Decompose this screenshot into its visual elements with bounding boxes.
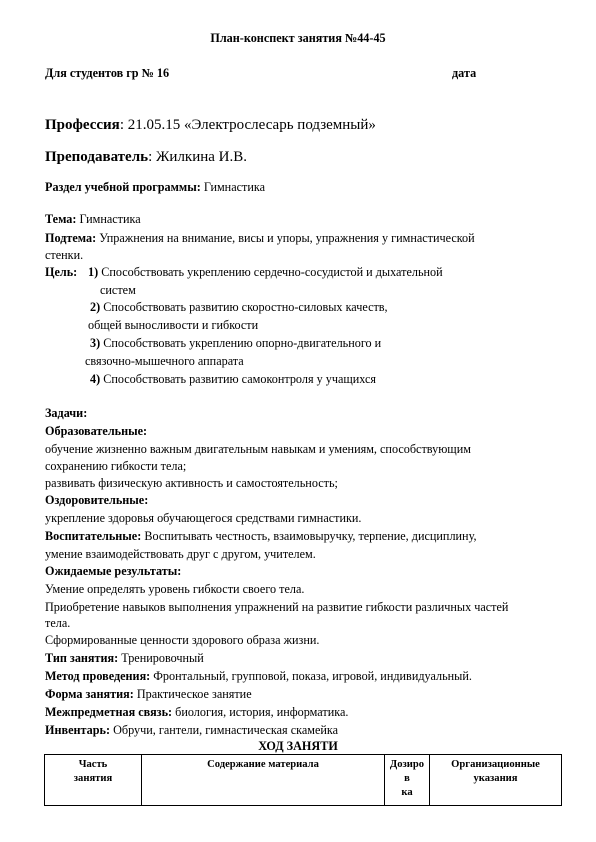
method-label: Метод проведения: [45, 669, 151, 683]
upbringing-line [45, 529, 477, 544]
results-line-1: Умение определять уровень гибкости своего тела. [45, 582, 305, 596]
subtopic-value: Упражнения на внимание, висы и упоры, упражнения у гимнастической [96, 231, 475, 245]
lesson-type-line [45, 651, 204, 666]
interdisciplinary-line [45, 705, 348, 720]
goal-item-1-continuation: систем [100, 283, 136, 297]
teacher-value: : Жилкина И.В. [148, 149, 248, 165]
results-line-2: Приобретение навыков выполнения упражнений на развитие гибкости различных частей [45, 600, 509, 614]
page-title: План-конспект занятия №44-45 [210, 31, 386, 45]
topic-value: Гимнастика [76, 212, 141, 226]
topic-label: Тема: [45, 212, 77, 226]
header-part-line: занятия [73, 773, 113, 784]
goal-item-number: 1) [88, 265, 99, 279]
header-content-label: Содержание материала [207, 759, 319, 770]
date-label: дата [452, 66, 477, 80]
goal-item-number: 4) [90, 372, 101, 386]
lesson-plan-table [44, 754, 562, 806]
health-heading: Оздоровительные: [45, 493, 149, 507]
equipment-line [45, 723, 338, 738]
header-part-line: Часть [78, 759, 108, 770]
goal-item-text: Способствовать развитию самоконтроля у учащихся [100, 372, 377, 386]
teacher-line [45, 148, 247, 166]
results-line-4: Сформированные ценности здорового образа жизни. [45, 633, 320, 647]
health-line: укрепление здоровья обучающегося средствами гимнастики. [45, 511, 362, 525]
header-content [142, 755, 385, 806]
educational-line-3: развивать физическую активность и самостоятельность; [45, 476, 338, 490]
results-heading: Ожидаемые результаты: [45, 564, 182, 578]
topic-line [45, 212, 141, 227]
lesson-type-label: Тип занятия: [45, 651, 119, 665]
header-dosage-line: в [404, 773, 410, 784]
equipment-label: Инвентарь: [45, 723, 111, 737]
upbringing-value: Воспитывать честность, взаимовыручку, терпение, дисциплину, [141, 529, 477, 543]
results-line-3: тела. [45, 616, 71, 630]
header-instructions-line: указания [473, 773, 518, 784]
goal-label: Цель: [45, 265, 78, 279]
interdisciplinary-label: Межпредметная связь: [45, 705, 173, 719]
course-heading: ХОД ЗАНЯТИ [258, 739, 338, 753]
goal-item-1 [88, 265, 443, 280]
header-dosage-line: Дозиро [389, 759, 425, 770]
header-dosage [385, 755, 430, 806]
header-part [45, 755, 142, 806]
teacher-label: Преподаватель [45, 149, 149, 165]
profession-value: : 21.05.15 «Электрослесарь подземный» [119, 117, 376, 133]
students-group-label: Для студентов гр № 16 [45, 66, 170, 80]
subtopic-continuation: стенки. [45, 248, 84, 262]
tasks-heading: Задачи: [45, 406, 88, 420]
form-label: Форма занятия: [45, 687, 134, 701]
goal-item-3-continuation: связочно-мышечного аппарата [85, 354, 244, 368]
interdisciplinary-value: биология, история, информатика. [172, 705, 349, 719]
table-header-row [45, 755, 562, 806]
header-instructions-line: Организационные [451, 759, 540, 770]
form-value: Практическое занятие [133, 687, 252, 701]
section-label: Раздел учебной программы: [45, 180, 201, 194]
header-dosage-line: ка [401, 787, 413, 798]
goal-item-number: 3) [90, 336, 101, 350]
equipment-value: Обручи, гантели, гимнастическая скамейка [110, 723, 339, 737]
goal-item-text: Способствовать развитию скоростно-силовых качеств, [100, 300, 388, 314]
goal-item-text: Способствовать укреплению сердечно-сосудистой и дыхательной [98, 265, 443, 279]
goal-item-3 [90, 336, 381, 351]
section-value: Гимнастика [200, 180, 266, 194]
educational-line-1: обучение жизненно важным двигательным навыкам и умениям, способствующим [45, 442, 471, 456]
educational-line-2: сохранению гибкости тела; [45, 459, 187, 473]
header-instructions [430, 755, 562, 806]
profession-label: Профессия [45, 117, 120, 133]
section-line [45, 180, 265, 195]
goal-item-4 [90, 372, 376, 387]
form-line [45, 687, 252, 702]
subtopic-line [45, 231, 475, 246]
upbringing-heading: Воспитательные: [45, 529, 142, 543]
goal-item-number: 2) [90, 300, 101, 314]
profession-line [45, 116, 376, 134]
educational-heading: Образовательные: [45, 424, 148, 438]
goal-item-2 [90, 300, 388, 315]
method-line [45, 669, 472, 684]
goal-item-2-continuation: общей выносливости и гибкости [88, 318, 259, 332]
method-value: Фронтальный, групповой, показа, игровой, индивидуальный. [150, 669, 472, 683]
upbringing-continuation: умение взаимодействовать друг с другом, учителем. [45, 547, 316, 561]
lesson-type-value: Тренировочный [118, 651, 204, 665]
goal-item-text: Способствовать укреплению опорно-двигательного и [100, 336, 382, 350]
subtopic-label: Подтема: [45, 231, 97, 245]
